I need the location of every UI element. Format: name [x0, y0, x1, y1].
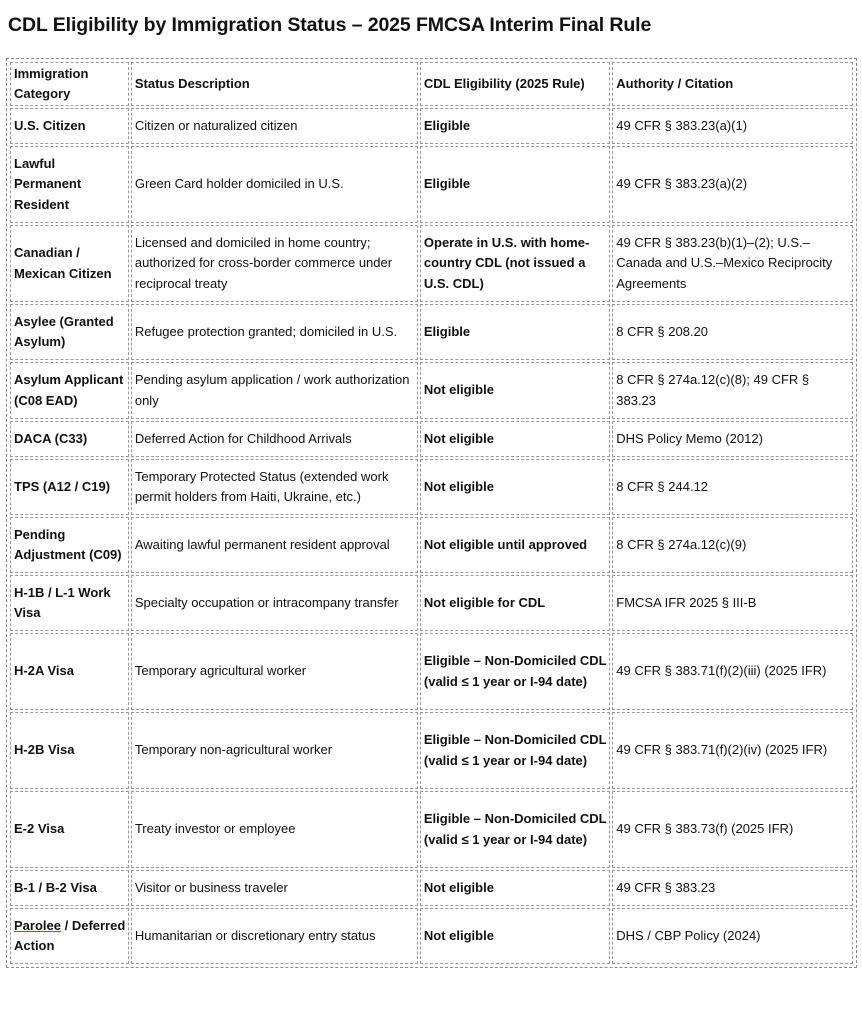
table-row — [10, 517, 853, 573]
cell-citation: DHS Policy Memo (2012) — [612, 421, 853, 457]
table-row — [10, 304, 853, 360]
cell-description: Refugee protection granted; domiciled in U.S. — [131, 304, 418, 360]
cell-citation: 8 CFR § 208.20 — [612, 304, 853, 360]
cell-citation: 49 CFR § 383.23(a)(2) — [612, 146, 853, 223]
cell-citation: 49 CFR § 383.73(f) (2025 IFR) — [612, 791, 853, 868]
cell-citation: 49 CFR § 383.23 — [612, 870, 853, 906]
cell-eligibility: Not eligible until approved — [420, 517, 610, 573]
table-row — [10, 633, 853, 710]
cell-description: Temporary non-agricultural worker — [131, 712, 418, 789]
cell-category: DACA (C33) — [10, 421, 129, 457]
parolee-term: Parolee — [14, 917, 61, 933]
cell-citation: FMCSA IFR 2025 § III-B — [612, 575, 853, 631]
table-row — [10, 791, 853, 868]
page-title: CDL Eligibility by Immigration Status – 2025 FMCSA Interim Final Rule — [8, 14, 652, 36]
header-status-description: Status Description — [131, 62, 418, 106]
cell-citation: 49 CFR § 383.23(a)(1) — [612, 108, 853, 144]
header-cdl-eligibility: CDL Eligibility (2025 Rule) — [420, 62, 610, 106]
cell-category: U.S. Citizen — [10, 108, 129, 144]
cell-category: H-1B / L-1 Work Visa — [10, 575, 129, 631]
cell-eligibility: Eligible — [420, 304, 610, 360]
eligibility-table — [6, 58, 857, 968]
cell-eligibility: Eligible — [420, 108, 610, 144]
table-row — [10, 712, 853, 789]
cell-category: H-2A Visa — [10, 633, 129, 710]
table-row — [10, 870, 853, 906]
cell-eligibility: Operate in U.S. with home-country CDL (not issued a U.S. CDL) — [420, 225, 610, 302]
cell-eligibility: Not eligible — [420, 421, 610, 457]
cell-eligibility: Eligible – Non-Domiciled CDL (valid ≤ 1 year or I-94 date) — [420, 712, 610, 789]
cell-citation: 8 CFR § 274a.12(c)(9) — [612, 517, 853, 573]
cell-eligibility: Not eligible — [420, 908, 610, 964]
header-immigration-category: Immigration Category — [10, 62, 129, 106]
cell-category: Asylum Applicant (C08 EAD) — [10, 362, 129, 419]
cell-description: Citizen or naturalized citizen — [131, 108, 418, 144]
table-row — [10, 575, 853, 631]
cell-category: Lawful Permanent Resident — [10, 146, 129, 223]
table-row — [10, 108, 853, 144]
cell-description: Pending asylum application / work authorization only — [131, 362, 418, 419]
cell-category: B-1 / B-2 Visa — [10, 870, 129, 906]
cell-category: TPS (A12 / C19) — [10, 459, 129, 515]
cell-category: H-2B Visa — [10, 712, 129, 789]
table-row — [10, 146, 853, 223]
table-row — [10, 225, 853, 302]
cell-description: Treaty investor or employee — [131, 791, 418, 868]
cell-eligibility: Not eligible — [420, 870, 610, 906]
cell-citation: 49 CFR § 383.71(f)(2)(iv) (2025 IFR) — [612, 712, 853, 789]
cell-description: Awaiting lawful permanent resident approval — [131, 517, 418, 573]
cell-category: Asylee (Granted Asylum) — [10, 304, 129, 360]
cell-description: Green Card holder domiciled in U.S. — [131, 146, 418, 223]
cell-eligibility: Eligible – Non-Domiciled CDL (valid ≤ 1 year or I-94 date) — [420, 633, 610, 710]
cell-citation: 8 CFR § 274a.12(c)(8); 49 CFR § 383.23 — [612, 362, 853, 419]
cell-description: Visitor or business traveler — [131, 870, 418, 906]
cell-citation: 49 CFR § 383.23(b)(1)–(2); U.S.–Canada and U.S.–Mexico Reciprocity Agreements — [612, 225, 853, 302]
cell-description: Humanitarian or discretionary entry status — [131, 908, 418, 964]
cell-category: Parolee / Deferred Action — [10, 908, 129, 964]
cell-eligibility: Not eligible — [420, 362, 610, 419]
table-row — [10, 908, 853, 964]
table-row — [10, 362, 853, 419]
cell-category: Pending Adjustment (C09) — [10, 517, 129, 573]
cell-citation: 49 CFR § 383.71(f)(2)(iii) (2025 IFR) — [612, 633, 853, 710]
cell-citation: 8 CFR § 244.12 — [612, 459, 853, 515]
table-row — [10, 459, 853, 515]
table-header-row — [10, 62, 853, 106]
cell-eligibility: Not eligible — [420, 459, 610, 515]
cell-description: Licensed and domiciled in home country; authorized for cross-border commerce under reciprocal treaty — [131, 225, 418, 302]
cell-citation: DHS / CBP Policy (2024) — [612, 908, 853, 964]
cell-eligibility: Not eligible for CDL — [420, 575, 610, 631]
cell-description: Temporary agricultural worker — [131, 633, 418, 710]
cell-description: Specialty occupation or intracompany transfer — [131, 575, 418, 631]
table-row — [10, 421, 853, 457]
cell-description: Temporary Protected Status (extended work permit holders from Haiti, Ukraine, etc.) — [131, 459, 418, 515]
cell-eligibility: Eligible — [420, 146, 610, 223]
cell-category: Canadian / Mexican Citizen — [10, 225, 129, 302]
header-authority-citation: Authority / Citation — [612, 62, 853, 106]
cell-eligibility: Eligible – Non-Domiciled CDL (valid ≤ 1 year or I-94 date) — [420, 791, 610, 868]
cell-description: Deferred Action for Childhood Arrivals — [131, 421, 418, 457]
cell-category: E-2 Visa — [10, 791, 129, 868]
